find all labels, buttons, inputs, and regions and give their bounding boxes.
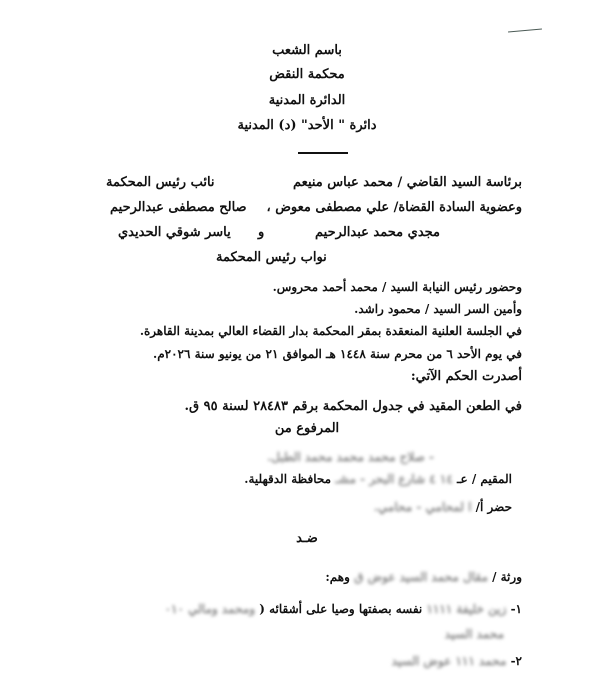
appellant-name xyxy=(267,449,434,465)
redacted-item1: زين خليفة ١١١١ xyxy=(426,602,507,616)
respondent-1-cont xyxy=(445,626,504,642)
member-3: مجدي محمد عبدالرحيم xyxy=(315,225,440,240)
respondent-2 xyxy=(392,653,522,669)
secretary-line: وأمين السر السيد / محمود راشد. xyxy=(354,302,522,316)
appellant-address xyxy=(244,471,512,487)
redacted-item1-end: ٠١٠ xyxy=(164,602,184,616)
presiding-judge: برئاسة السيد القاضي / محمد عباس منيعم xyxy=(293,175,522,190)
redacted-name: - صلاح محمد محمد محمد الطبل. xyxy=(267,450,434,464)
item1-text: نفسه بصفتها وصيا على أشقائه ( xyxy=(259,602,423,616)
issued-line: أصدرت الحكم الآتي: xyxy=(410,369,522,384)
deputies-title: نواب رئيس المحكمة xyxy=(216,250,327,265)
counsel-prefix: حضر أ/ xyxy=(475,500,512,514)
header-line-2: محكمة النقض xyxy=(269,67,345,82)
appeal-line: في الطعن المقيد في جدول المحكمة برقم ٢٨٤٨٣ لسنة ٩٥ ق. xyxy=(184,399,522,414)
member-2: صالح مصطفى عبدالرحيم xyxy=(110,200,247,215)
heirs-prefix: ورثة / xyxy=(492,570,522,584)
header-divider xyxy=(298,152,348,154)
address-governorate: محافظة الدقهلية. xyxy=(244,472,332,486)
redacted-item2: محمد ١١١ عوض السيد xyxy=(391,654,507,668)
item2-prefix: ٢- xyxy=(510,654,522,668)
appellant-counsel xyxy=(374,499,512,515)
presiding-title: نائب رئيس المحكمة xyxy=(106,175,215,190)
redacted-item1-line2: محمد السيد xyxy=(444,627,504,641)
header-line-4: دائرة " الأحد" (د) المدنية xyxy=(237,118,377,133)
raised-by-heading: المرفوع من xyxy=(274,421,340,436)
member-4: ياسر شوقي الحديدي xyxy=(118,225,231,240)
respondent-1 xyxy=(165,601,522,617)
heirs-line xyxy=(325,569,522,585)
pen-mark xyxy=(508,29,542,33)
redacted-address: ١٤ ٤ شارع البحر - مشـ xyxy=(335,472,453,486)
redacted-counsel: ا لمحامي - محامي. xyxy=(373,500,472,514)
prosecution-line: وحضور رئيس النيابة السيد / محمد أحمد محروس. xyxy=(272,280,522,294)
date-line: في يوم الأحد ٦ من محرم سنة ١٤٤٨ هـ الموافق ٢١ من يونيو سنة ٢٠٢٦م. xyxy=(153,347,522,361)
redacted-heirs: مقال محمد السيد عوض ق xyxy=(354,570,488,584)
header-line-1: باسم الشعب xyxy=(272,43,342,58)
redacted-item1-names: ومحمد ومالي xyxy=(188,602,256,616)
item1-prefix: ١- xyxy=(510,602,522,616)
members-line: وعضوية السادة القضاة/ علي مصطفى معوض ، xyxy=(266,200,522,215)
heirs-suffix: وهم: xyxy=(325,570,350,584)
member-conj: و xyxy=(258,225,265,240)
session-line: في الجلسة العلنية المنعقدة بمقر المحكمة بدار القضاء العالي بمدينة القاهرة. xyxy=(139,324,522,338)
address-prefix: المقيم / عـ xyxy=(456,472,512,486)
header-line-3: الدائرة المدنية xyxy=(268,93,346,108)
against-heading: ضـد xyxy=(296,531,318,546)
